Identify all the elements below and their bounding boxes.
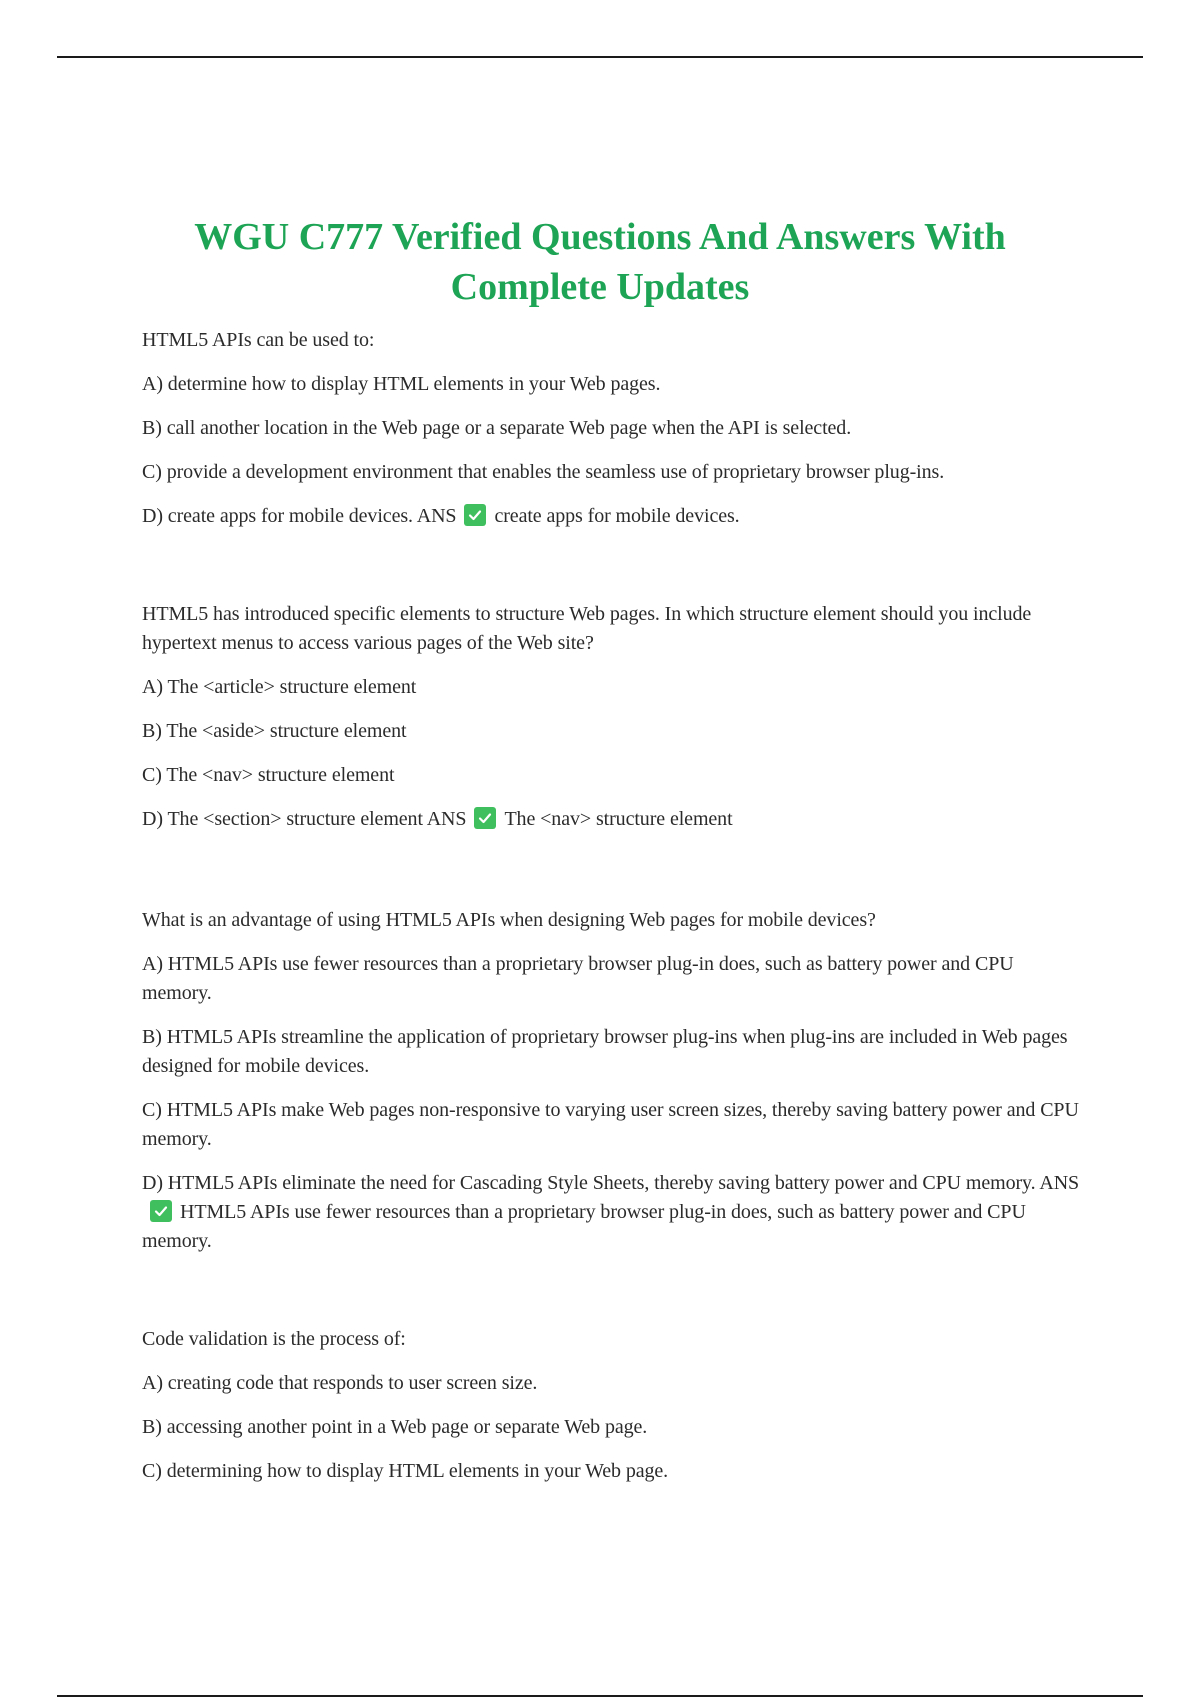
- document-title: WGU C777 Verified Questions And Answers With Complete Updates: [194, 216, 1006, 308]
- option-b: B) call another location in the Web page or a separate Web page when the API is selected.: [142, 417, 852, 439]
- question-prompt: HTML5 has introduced specific elements to structure Web pages. In which structure element should you include hypertext menus to access various pages of the Web site?: [142, 603, 1032, 654]
- option-d-with-answer: [142, 502, 1082, 531]
- option-c: C) The <nav> structure element: [142, 764, 395, 786]
- option-a: A) creating code that responds to user screen size.: [142, 1372, 538, 1394]
- question-prompt: HTML5 APIs can be used to:: [142, 329, 375, 351]
- answer-text: create apps for mobile devices.: [494, 505, 740, 527]
- answer-marker: ANS: [1039, 1172, 1080, 1194]
- option-a: A) The <article> structure element: [142, 676, 417, 698]
- option-d-with-answer: [142, 805, 1082, 834]
- document-body: [142, 326, 1082, 1501]
- check-mark-icon: [150, 1200, 172, 1222]
- question-prompt: What is an advantage of using HTML5 APIs when designing Web pages for mobile devices?: [142, 909, 876, 931]
- option-d: D) HTML5 APIs eliminate the need for Cascading Style Sheets, thereby saving battery power and CPU memory.: [142, 1172, 1036, 1194]
- question-4: [142, 1325, 1082, 1486]
- question-2: [142, 600, 1082, 834]
- check-mark-icon: [464, 504, 486, 526]
- answer-text: HTML5 APIs use fewer resources than a proprietary browser plug-in does, such as battery power and CPU memory.: [142, 1201, 1026, 1252]
- option-d: D) The <section> structure element: [142, 808, 423, 830]
- question-spacer: [142, 1268, 1082, 1325]
- option-d: D) create apps for mobile devices.: [142, 505, 413, 527]
- top-rule: [57, 56, 1143, 58]
- answer-text: The <nav> structure element: [504, 808, 733, 830]
- option-a: A) HTML5 APIs use fewer resources than a proprietary browser plug-in does, such as battery power and CPU memory.: [142, 953, 1014, 1004]
- question-prompt: Code validation is the process of:: [142, 1328, 406, 1350]
- option-c: C) provide a development environment that enables the seamless use of proprietary browser plug-ins.: [142, 461, 945, 483]
- question-3: [142, 906, 1082, 1256]
- answer-marker: ANS: [426, 808, 467, 830]
- option-a: A) determine how to display HTML elements in your Web pages.: [142, 373, 661, 395]
- option-c: C) HTML5 APIs make Web pages non-responsive to varying user screen sizes, thereby saving battery power and CPU memory.: [142, 1099, 1079, 1150]
- option-b: B) accessing another point in a Web page or separate Web page.: [142, 1416, 648, 1438]
- question-spacer: [142, 846, 1082, 906]
- option-c: C) determining how to display HTML elements in your Web page.: [142, 1460, 669, 1482]
- option-b: B) HTML5 APIs streamline the application of proprietary browser plug-ins when plug-ins are included in Web pages designed for mobile devices.: [142, 1026, 1068, 1077]
- bottom-rule: [57, 1695, 1143, 1697]
- option-b: B) The <aside> structure element: [142, 720, 407, 742]
- check-mark-icon: [474, 807, 496, 829]
- question-spacer: [142, 543, 1082, 600]
- question-1: [142, 326, 1082, 531]
- option-d-with-answer: [142, 1169, 1082, 1256]
- answer-marker: ANS: [416, 505, 457, 527]
